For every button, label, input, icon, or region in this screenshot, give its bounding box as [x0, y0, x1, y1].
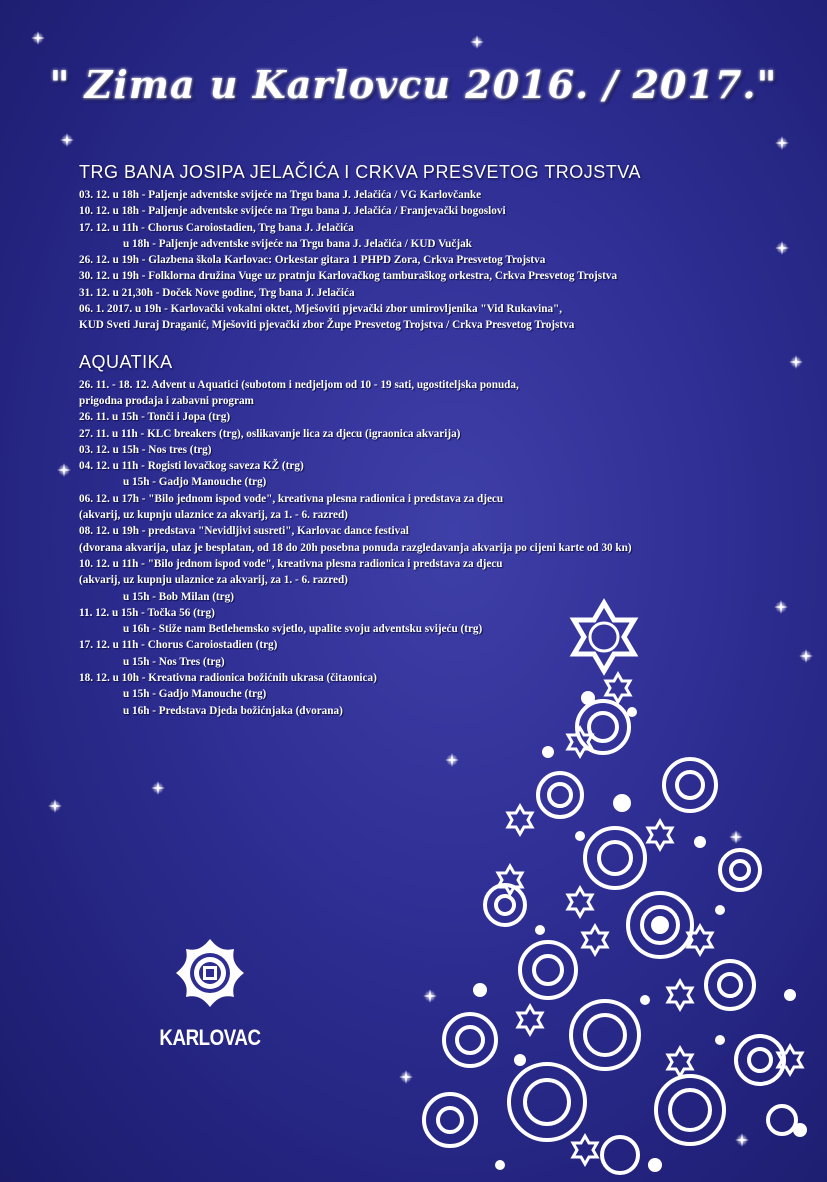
event-line: 03. 12. u 15h - Nos tres (trg) [79, 443, 212, 456]
karlovac-logo [140, 935, 280, 1051]
event-line: 26. 12. u 19h - Glazbena škola Karlovac: Orkestar gitara 1 PHPD Zora, Crkva Presvetog Trojstva [79, 254, 546, 267]
event-line: 31. 12. u 21,30h - Doček Nove godine, Trg bana J. Jelačića [79, 286, 355, 299]
event-line: u 15h - Bob Milan (trg) [123, 590, 234, 603]
event-line: 11. 12. u 15h - Točka 56 (trg) [79, 606, 215, 619]
event-line: KUD Sveti Juraj Draganić, Mješoviti pjevački zbor Župe Presvetog Trojstva / Crkva Presvetog Trojstva [79, 319, 575, 332]
schedule-content [79, 162, 779, 719]
event-line: 17. 12. u 11h - Chorus Caroiostadien (trg) [79, 639, 278, 652]
event-line: 04. 12. u 11h - Rogisti lovačkog saveza KŽ (trg) [79, 460, 304, 473]
logo-text: KARLOVAC [159, 1025, 261, 1050]
event-line: u 15h - Nos Tres (trg) [123, 655, 225, 668]
event-line: 27. 11. u 11h - KLC breakers (trg), oslikavanje lica za djecu (igraonica akvarija) [79, 427, 461, 440]
event-line: 03. 12. u 18h - Paljenje adventske svijeće na Trgu bana J. Jelačića / VG Karlovčanke [79, 189, 482, 201]
event-line: 08. 12. u 19h - predstava "Nevidljivi susreti", Karlovac dance festival [79, 525, 409, 538]
event-line: 26. 11. u 15h - Tonči i Jopa (trg) [79, 411, 231, 424]
event-line: u 16h - Stiže nam Betlehemsko svjetlo, upalite svoju adventsku svijeću (trg) [123, 623, 483, 636]
section-heading: AQUATIKA [79, 351, 173, 372]
event-line: (dvorana akvarija, ulaz je besplatan, od 18 do 20h posebna ponuda razgledavanja akvarija po cijeni karte od 30 kn) [79, 541, 632, 554]
event-line: u 18h - Paljenje adventske svijeće na Trgu bana J. Jelačića / KUD Vučjak [123, 237, 472, 250]
event-line: 06. 12. u 17h - "Bilo jednom ispod vode", kreativna plesna radionica i predstava za djecu [79, 492, 504, 505]
event-line: 18. 12. u 10h - Kreativna radionica božićnih ukrasa (čitaonica) [79, 672, 377, 685]
event-line: 10. 12. u 11h - "Bilo jednom ispod vode", kreativna plesna radionica i predstava za djecu [79, 557, 503, 570]
section-trg [79, 162, 779, 334]
event-line: (akvarij, uz kupnju ulaznice za akvarij, za 1. - 6. razred) [79, 574, 348, 587]
event-line: 26. 11. - 18. 12. Advent u Aquatici (subotom i nedjeljom od 10 - 19 sati, ugostiteljska ponuda, [79, 378, 519, 391]
event-line: u 16h - Predstava Djeda božićnjaka (dvorana) [123, 704, 343, 717]
event-line: 10. 12. u 18h - Paljenje adventske svijeće na Trgu bana J. Jelačića / Franjevački bogoslovi [79, 205, 506, 218]
event-line: prigodna prodaja i zabavni program [79, 394, 254, 407]
section-aquatika [79, 352, 779, 719]
event-line: u 15h - Gadjo Manouche (trg) [123, 476, 267, 489]
event-line: 30. 12. u 19h - Folklorna družina Vuge uz pratnju Karlovačkog tamburaškog orkestra, Crkva Presvetog Trojstva [79, 270, 618, 283]
event-line: 17. 12. u 11h - Chorus Caroiostadien, Trg bana J. Jelačića [79, 221, 354, 234]
event-line: (akvarij, uz kupnju ulaznice za akvarij, za 1. - 6. razred) [79, 509, 348, 522]
section-heading: TRG BANA JOSIPA JELAČIĆA I CRKVA PRESVETOG TROJSTVA [79, 162, 641, 182]
star-emblem-icon [140, 935, 280, 1015]
event-line: 06. 1. 2017. u 19h - Karlovački vokalni oktet, Mješoviti pjevački zbor umirovljenika "Vid Rukavina", [79, 303, 563, 316]
page-title: " Zima u Karlovcu 2016. / 2017." [49, 62, 778, 107]
event-line: u 15h - Gadjo Manouche (trg) [123, 688, 267, 701]
